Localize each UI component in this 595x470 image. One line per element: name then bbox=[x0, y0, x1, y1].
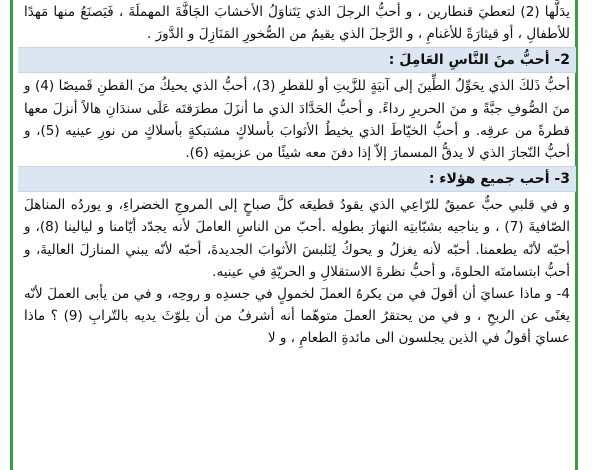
section-2-line: يدقُّ المسمارَ إلاّ إذا دفنَ معه شيئًا من عزيمتِه (6). bbox=[185, 145, 463, 162]
section-3-paragraph bbox=[22, 194, 572, 283]
section-3-line: و يوردُه المناهلَ الصّافيةَ (7) ، و يناجيه بشبّابتِه النهارَ بطولِه .أحبّ من الناسِ bbox=[24, 197, 571, 236]
section-4-line: يديه بالتّرابِ (9) ؟ ماذا عسايَ أقولُ في الذين يجلسون الى مائدةِ الطعامِ ، و لا bbox=[24, 308, 570, 347]
section-2-paragraph bbox=[22, 75, 572, 164]
section-2-line: القطنِ قَميصًا (4) و منَ الصُّوفِ جبَّةً و منَ الحريرِ رداءً. و أحبُّ الحَدَّادَ الذي ما bbox=[24, 78, 570, 117]
section-3-line: و أحبُّ نظرةَ الاستقلالِ و الحريّةِ في عينيه. bbox=[212, 263, 447, 280]
section-3-line: و في قلبي حبٌّ عميقٌ للرّاعِي الذي يقودُ قطيعَه كلَّ صباحٍ إلى المروجِ الخضراءِ، bbox=[118, 197, 570, 214]
section-3-line: لِنَلبسَ الأثوابَ الجديدةَ، أحبّه لأنّه يبني المنازلَ العاليةَ، و أحبُّ ابتسامتَه الحلوةَ، bbox=[24, 241, 570, 280]
section-4-line: العملَ لأنّه يغنًى عن الربحِ ، و في من يحتقرُ العملَ متوهّما أنه أشرفُ من أن يلوّثَ bbox=[24, 286, 571, 325]
intro-paragraph bbox=[22, 1, 572, 45]
section-4-paragraph bbox=[22, 283, 572, 350]
section-3-line: العاملَ لأنه يجدّد أيّامنا و ليالينا (8)، و أحبّه لأنّه يطعمنا. أحبّه لأنه يغزلُ و يحوكُ bbox=[24, 219, 570, 258]
section-2-line: أنزَلَ مطرَقتَه عَلَى سندَانِ هالاً أنزلَ معها قطرةً من عرقِه. و أحبُّ الخيّاطَ الذي bbox=[24, 100, 570, 139]
section-4-line: 4- و ماذا عسايَ أن أقولَ في من يكرهُ العملَ لخمولٍ في جسدِه و روحِه، و في من يأبى bbox=[84, 286, 570, 303]
text-content bbox=[22, 0, 572, 350]
intro-line: يدَلَّها (2) لتعطيَ قنطارين ، و أحبُّ الرجلَ الذي يَتَناوَلُ الأخشابَ الجَافَّةَ المهملَةَ ، bbox=[118, 4, 571, 20]
section-3-heading: 3- أحب جميع هؤلاء : bbox=[18, 166, 576, 192]
section-2-line: يخيطُ الأثوابَ بأسلاكٍ مشتبكةٍ بأسلاكٍ من نورِ عينيه (5)، و أحبُّ النّجارَ الذي لا bbox=[24, 122, 570, 162]
intro-line: فَيَصنَعُ منها مَهدًا للأطفالِ ، أو قيثارَةً للأغنامِ ، و الرَّجلَ الذي يقيمُ من الصُّخورِ bbox=[24, 4, 570, 43]
intro-line: المَنَازِلَ و الدَّورَ . bbox=[147, 26, 239, 43]
section-2-heading: 2- أحبُّ منَ النَّاسِ العَامِلَ : bbox=[18, 47, 576, 73]
section-2-line: أحبُّ ذَلكَ الذي يحَوِّلُ الطِّينَ إلى آنيَةٍ للزَّيتِ أو للقطرِ (3)، أحبُّ الذي يحيكُ منَ bbox=[137, 78, 571, 95]
